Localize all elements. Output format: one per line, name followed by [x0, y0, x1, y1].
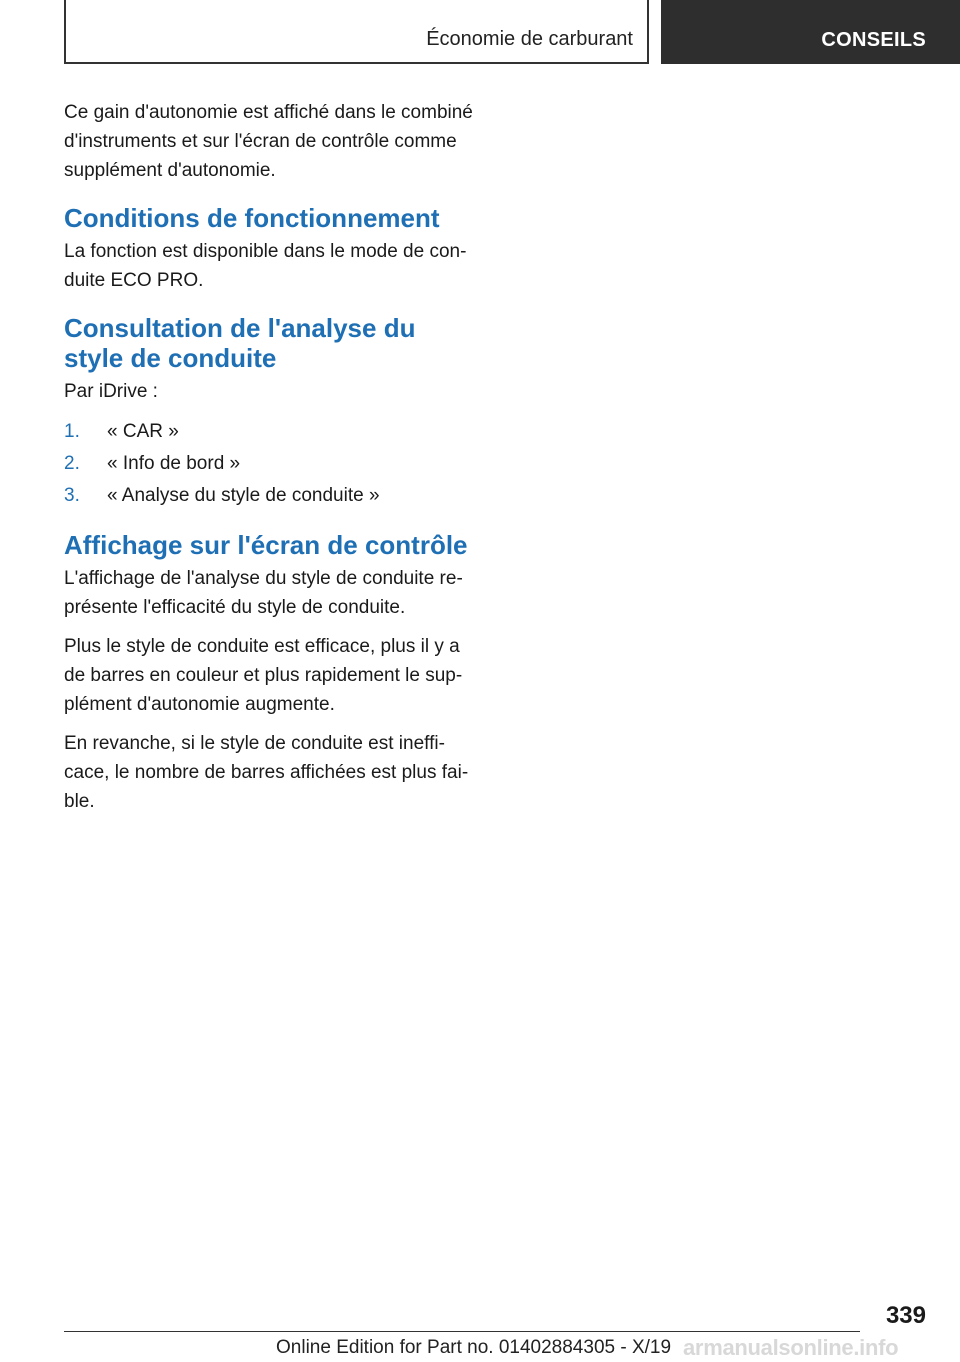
- step-label: « Analyse du style de conduite »: [107, 485, 380, 506]
- display-paragraph-2: Plus le style de conduite est efficace, plus il y a de barres en couleur et plus rapidement le sup- plément d'autonomie augmente.: [64, 636, 463, 715]
- consultation-steps: [64, 416, 480, 512]
- step-number: 3.: [64, 485, 80, 506]
- header-section-title: Économie de carburant: [426, 28, 633, 50]
- heading-display: Affichage sur l'écran de contrôle: [64, 530, 468, 560]
- header-section-box: [64, 0, 649, 64]
- page-content: [64, 98, 480, 826]
- step-number: 1.: [64, 421, 80, 442]
- list-item: [64, 448, 480, 480]
- heading-conditions: Conditions de fonctionnement: [64, 203, 440, 233]
- step-number: 2.: [64, 453, 80, 474]
- step-label: « CAR »: [107, 421, 179, 442]
- intro-paragraph: Ce gain d'autonomie est affiché dans le combiné d'instruments et sur l'écran de contrôle comme supplément d'autonomie.: [64, 102, 473, 181]
- display-paragraph-1: L'affichage de l'analyse du style de conduite re- présente l'efficacité du style de conduite.: [64, 568, 463, 618]
- conditions-paragraph: La fonction est disponible dans le mode de con- duite ECO PRO.: [64, 241, 467, 291]
- header-chapter-title: CONSEILS: [821, 29, 926, 51]
- header-chapter-box: [661, 0, 960, 64]
- footer-edition: Online Edition for Part no. 01402884305 - X/19: [276, 1337, 672, 1358]
- page-number: 339: [885, 1302, 926, 1329]
- list-item: [64, 416, 480, 448]
- step-label: « Info de bord »: [107, 453, 241, 474]
- heading-consultation: Consultation de l'analyse du style de conduite: [64, 313, 416, 373]
- display-paragraph-3: En revanche, si le style de conduite est ineffi- cace, le nombre de barres affichées est plus fai- ble.: [64, 733, 469, 812]
- footer-watermark: armanualsonline.info: [683, 1335, 899, 1360]
- list-item: [64, 480, 480, 512]
- consultation-lead: Par iDrive :: [64, 381, 158, 402]
- footer-divider: [64, 1331, 860, 1332]
